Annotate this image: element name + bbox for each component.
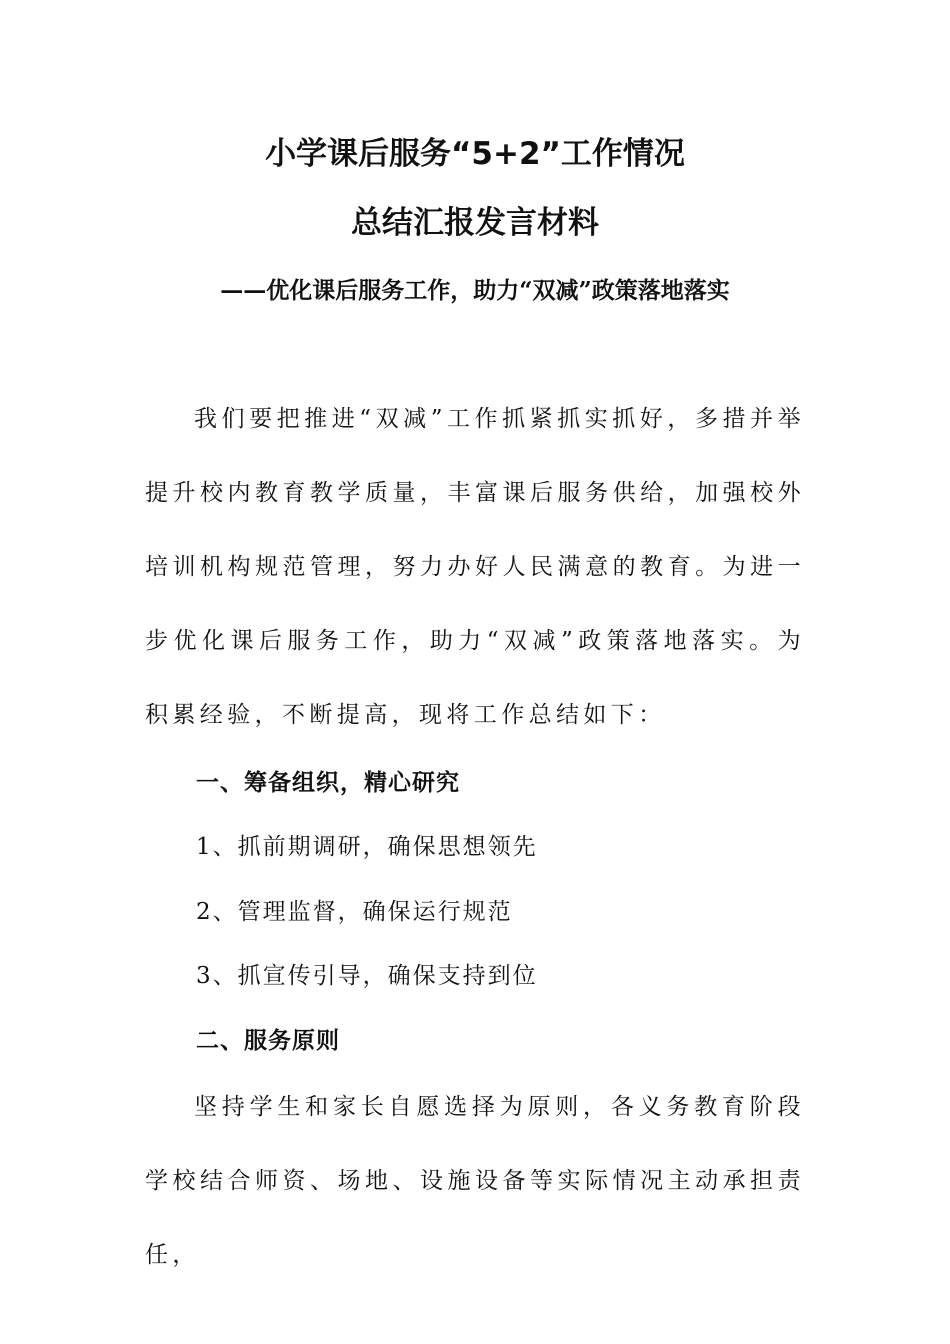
section-1-item-3: 3、抓宣传引导，确保支持到位 (196, 963, 538, 989)
section-1-item-1: 1、抓前期调研，确保思想领先 (196, 834, 538, 860)
title-line-1: 小学课后服务“5+2”工作情况 (265, 136, 685, 172)
section-2-heading: 二、服务原则 (196, 1027, 340, 1054)
section-1-item-2: 2、管理监督，确保运行规范 (196, 899, 513, 925)
subtitle: ——优化课后服务工作，助力“双减”政策落地落实 (220, 277, 730, 304)
section-1-heading: 一、筹备组织，精心研究 (196, 769, 460, 796)
intro-paragraph: 我们要把推进“双减”工作抓紧抓实抓好，多措并举提升校内教育教学质量，丰富课后服务供给，加强校外培训机构规范管理，努力办好人民满意的教育。为进一步优化课后服务工作，助力“双减”政策落地落实。为积累经验，不断提高，现将工作总结如下： (145, 406, 805, 728)
title-line-2: 总结汇报发言材料 (351, 205, 599, 241)
section-2-paragraph: 坚持学生和家长自愿选择为原则，各义务教育阶段学校结合师资、场地、设施设备等实际情况主动承担责任， (145, 1094, 805, 1268)
